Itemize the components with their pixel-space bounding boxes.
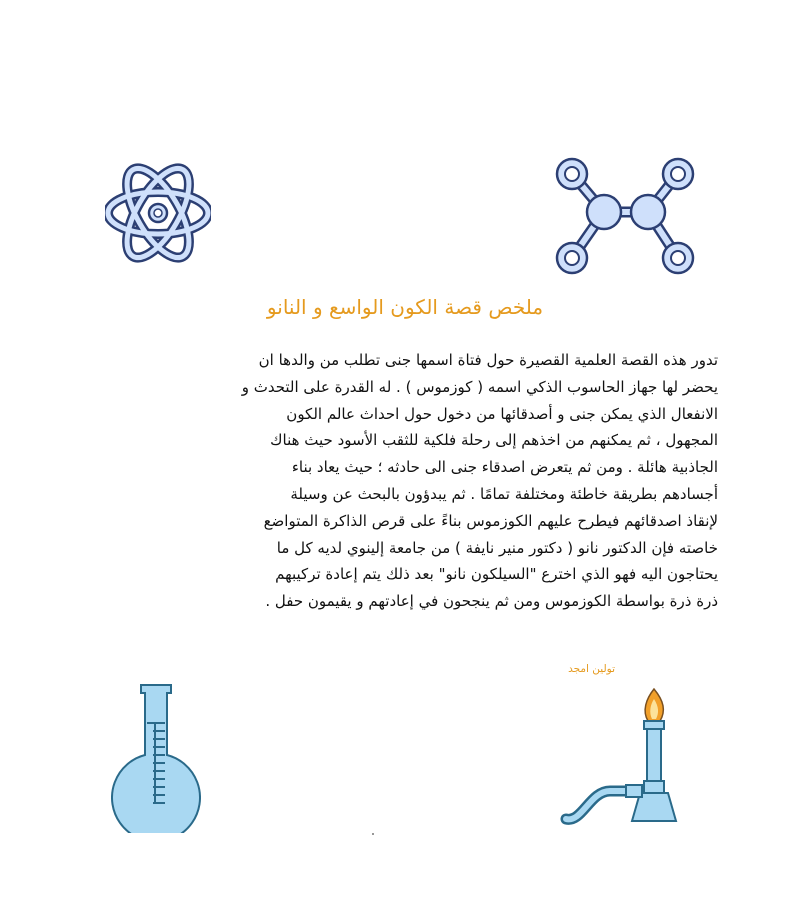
paragraph-line: يحتاجون اليه فهو الذي اخترع "السيلكون نانو" بعد ذلك يتم إعادة تركيبهم: [275, 565, 718, 584]
paragraph-line: ذرة ذرة بواسطة الكوزموس ومن ثم ينجحون في إعادتهم و يقيمون حفل .: [265, 592, 718, 611]
paragraph-line: المجهول ، ثم يمكنهم من اخذهم إلى رحلة فلكية للثقب الأسود حيث هناك: [270, 431, 718, 450]
stray-dot: [372, 833, 374, 835]
paragraph-line: أجسادهم بطريقة خاطئة ومختلفة تمامًا . ثم يبدؤون بالبحث عن وسيلة: [290, 484, 718, 503]
molecule-icon: [554, 154, 696, 276]
atom-icon: [105, 150, 211, 276]
page-title: ملخص قصة الكون الواسع و النانو: [266, 295, 544, 319]
paragraph-line: خاصته فإن الدكتور نانو ( دكتور منير نايفة ) من جامعة إلينوي لديه كل ما: [276, 538, 718, 557]
bunsen-burner-icon: [560, 687, 700, 825]
paragraph-line: يحضر لها جهاز الحاسوب الذكي اسمه ( كوزموس ) . له القدرة على التحدث و: [241, 377, 718, 396]
paragraph-line: لإنقاذ اصدقائهم فيطرح عليهم الكوزموس بناءً على قرص الذاكرة المتواضع: [263, 511, 718, 530]
author-name: تولين امجد: [568, 663, 615, 675]
paragraph-line: الجاذبية هائلة . ومن ثم يتعرض اصدقاء جنى الى حادثه ؛ حيث يعاد بناء: [291, 458, 718, 477]
paragraph-line: الانفعال الذي يمكن جنى و أصدقائها من دخول حول احداث عالم الكون: [286, 404, 718, 423]
flask-icon: [111, 683, 201, 833]
paragraph-line: تدور هذه القصة العلمية القصيرة حول فتاة اسمها جنى تطلب من والدها ان: [258, 351, 718, 369]
summary-paragraph: [78, 347, 718, 615]
